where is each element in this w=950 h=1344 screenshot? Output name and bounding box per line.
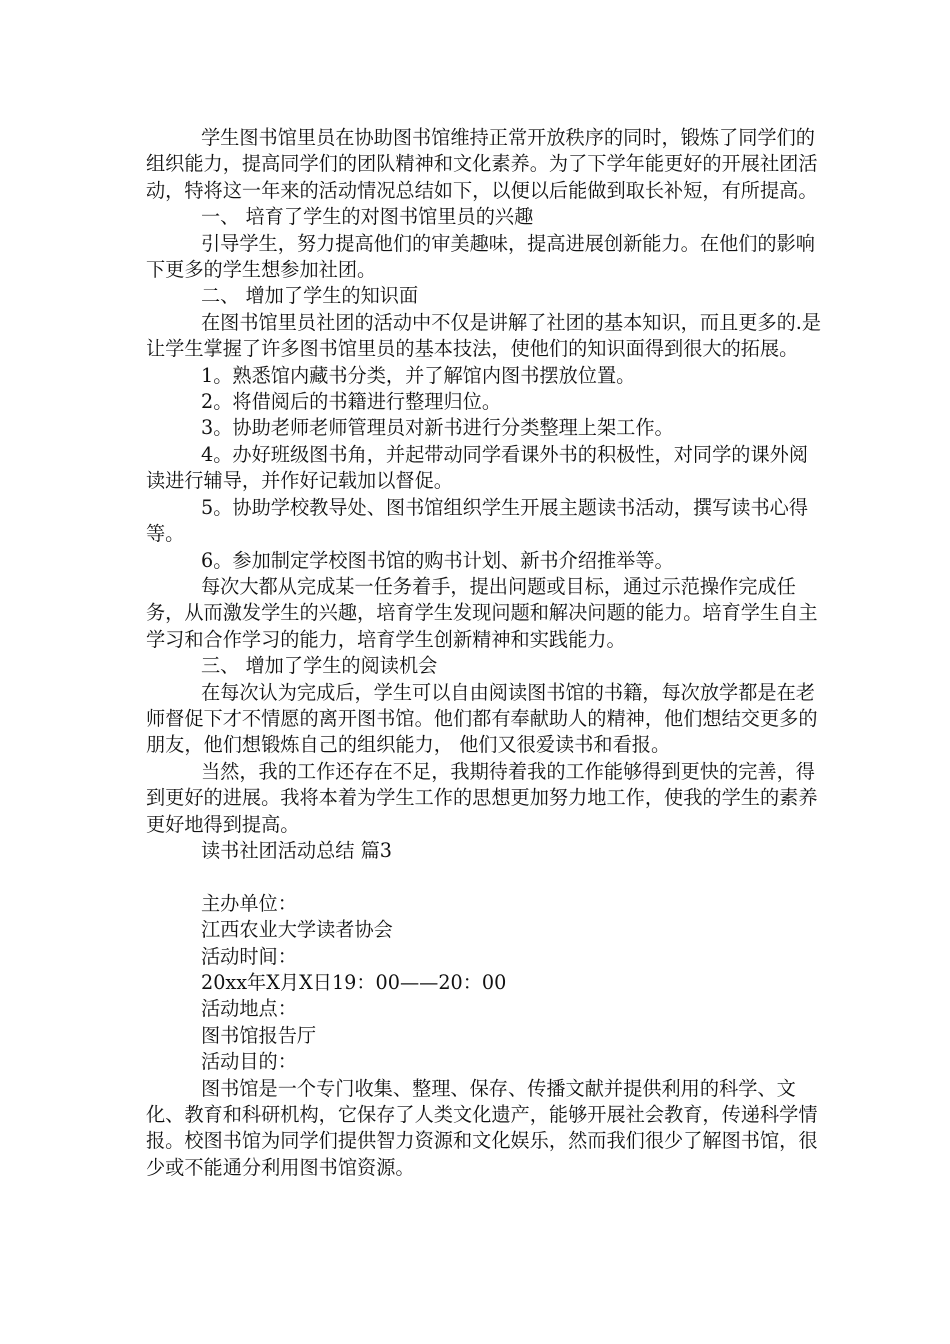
section-heading: 二、 增加了学生的知识面 bbox=[201, 284, 419, 308]
paragraph: 每次大都从完成某一任务着手，提出问题或目标，通过示范操作完成任务，从而激发学生的兴趣，培育学生发现问题和解决问题的能力。培育学生自主学习和合作学习的能力，培育学生创新精神和实践能力。 bbox=[146, 574, 818, 651]
field-label: 活动地点： bbox=[201, 997, 297, 1021]
list-item: 6。参加制定学校图书馆的购书计划、新书介绍推举等。 bbox=[201, 548, 674, 572]
list-item: 1。熟悉馆内藏书分类，并了解馆内图书摆放位置。 bbox=[201, 363, 636, 387]
list-item: 2。将借阅后的书籍进行整理归位。 bbox=[201, 390, 502, 414]
field-value: 江西农业大学读者协会 bbox=[201, 918, 393, 942]
field-label: 活动目的： bbox=[201, 1050, 297, 1074]
field-label: 活动时间： bbox=[201, 944, 297, 968]
field-label: 主办单位： bbox=[201, 891, 297, 915]
section-heading: 一、 培育了学生的对图书馆里员的兴趣 bbox=[201, 205, 534, 229]
paragraph: 图书馆是一个专门收集、整理、保存、传播文献并提供利用的科学、文化、教育和科研机构，它保存了人类文化遗产，能够开展社会教育，传递科学情报。校图书馆为同学们提供智力资源和文化娱乐，然而我们很少了解图书馆，很少或不能通分利用图书馆资源。 bbox=[146, 1076, 818, 1179]
list-item: 3。协助老师老师管理员对新书进行分类整理上架工作。 bbox=[201, 416, 674, 440]
paragraph: 在每次认为完成后，学生可以自由阅读图书馆的书籍，每次放学都是在老师督促下才不情愿的离开图书馆。他们都有奉献助人的精神，他们想结交更多的朋友，他们想锻炼自己的组织能力， 他们又很爱读书和看报。 bbox=[146, 680, 818, 757]
article-title: 读书社团活动总结 篇3 bbox=[201, 838, 392, 862]
paragraph: 学生图书馆里员在协助图书馆维持正常开放秩序的同时，锻炼了同学们的组织能力，提高同学们的团队精神和文化素养。为了下学年能更好的开展社团活动，特将这一年来的活动情况总结如下，以便以后能做到取长补短，有所提高。 bbox=[146, 126, 818, 202]
field-value: 20xx年X月X日19：00——20：00 bbox=[201, 970, 507, 994]
field-value: 图书馆报告厅 bbox=[201, 1023, 317, 1047]
section-heading: 三、 增加了学生的阅读机会 bbox=[201, 654, 438, 678]
paragraph: 引导学生，努力提高他们的审美趣味，提高进展创新能力。在他们的影响下更多的学生想参加社团。 bbox=[146, 231, 815, 282]
document-body bbox=[146, 125, 822, 1181]
blank-line bbox=[146, 864, 822, 890]
list-item: 5。协助学校教导处、图书馆组织学生开展主题读书活动，撰写读书心得等。 bbox=[146, 495, 809, 546]
list-item: 4。办好班级图书角，并起带动同学看课外书的积极性，对同学的课外阅读进行辅导，并作好记载加以督促。 bbox=[146, 442, 809, 493]
paragraph: 在图书馆里员社团的活动中不仅是讲解了社团的基本知识，而且更多的.是让学生掌握了许多图书馆里员的基本技法，使他们的知识面得到很大的拓展。 bbox=[146, 310, 822, 361]
paragraph: 当然，我的工作还存在不足，我期待着我的工作能够得到更快的完善，得到更好的进展。我将本着为学生工作的思想更加努力地工作，使我的学生的素养更好地得到提高。 bbox=[146, 759, 818, 836]
